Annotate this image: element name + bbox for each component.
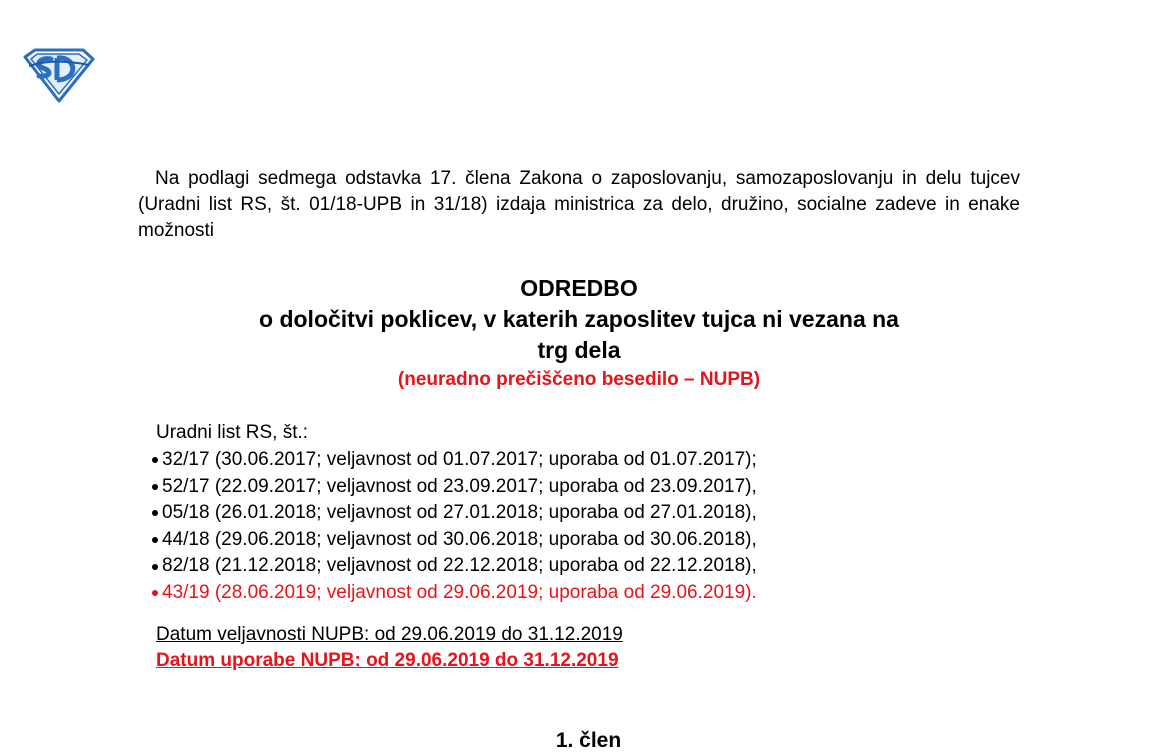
bullet-icon [152, 484, 158, 490]
list-item [150, 500, 757, 527]
gazette-entry: 52/17 (22.09.2017; veljavnost od 23.09.2017; uporaba od 23.09.2017), [162, 475, 757, 497]
gazette-entry: 05/18 (26.01.2018; veljavnost od 27.01.2018; uporaba od 27.01.2018), [162, 502, 757, 524]
article-heading: 1. člen [555, 729, 622, 752]
list-item [150, 447, 757, 474]
bullet-icon [152, 564, 158, 570]
bullet-icon [152, 457, 158, 463]
sd-shield-logo-icon [21, 47, 95, 103]
bullet-icon [152, 590, 158, 596]
bullet-icon [152, 537, 158, 543]
application-date: Datum uporabe NUPB: od 29.06.2019 do 31.12.2019 [156, 650, 619, 671]
list-item [150, 474, 757, 501]
list-item-latest [150, 580, 757, 607]
list-item [150, 527, 757, 554]
heading-block [138, 272, 1020, 394]
document-subtitle: o določitvi poklicev, v katerih zaposlitev tujca ni vezana na trg dela [259, 306, 899, 363]
gazette-entry: 32/17 (30.06.2017; veljavnost od 01.07.2017; uporaba od 01.07.2017); [162, 449, 757, 470]
list-item [150, 553, 757, 580]
gazette-entry: 44/18 (29.06.2018; veljavnost od 30.06.2018; uporaba od 30.06.2018), [162, 528, 757, 550]
gazette-entry: 43/19 (28.06.2019; veljavnost od 29.06.2019; uporaba od 29.06.2019). [162, 581, 757, 603]
preamble-text: Na podlagi sedmega odstavka 17. člena Zakona o zaposlovanju, samozaposlovanju in delu tujcev (Uradni list RS, št. 01/18-UPB in 31/18) izdaja ministrica za delo, družino, socialne zadeve in enake možnosti [138, 168, 1020, 241]
document-title: ODREDBO [520, 275, 638, 301]
gazette-list [150, 447, 757, 607]
gazette-entry: 82/18 (21.12.2018; veljavnost od 22.12.2018; uporaba od 22.12.2018), [162, 555, 757, 577]
gazette-label: Uradni list RS, št.: [156, 422, 309, 443]
validity-date: Datum veljavnosti NUPB: od 29.06.2019 do 31.12.2019 [156, 624, 623, 645]
nupb-note: (neuradno prečiščeno besedilo – NUPB) [397, 369, 761, 390]
bullet-icon [152, 510, 158, 516]
